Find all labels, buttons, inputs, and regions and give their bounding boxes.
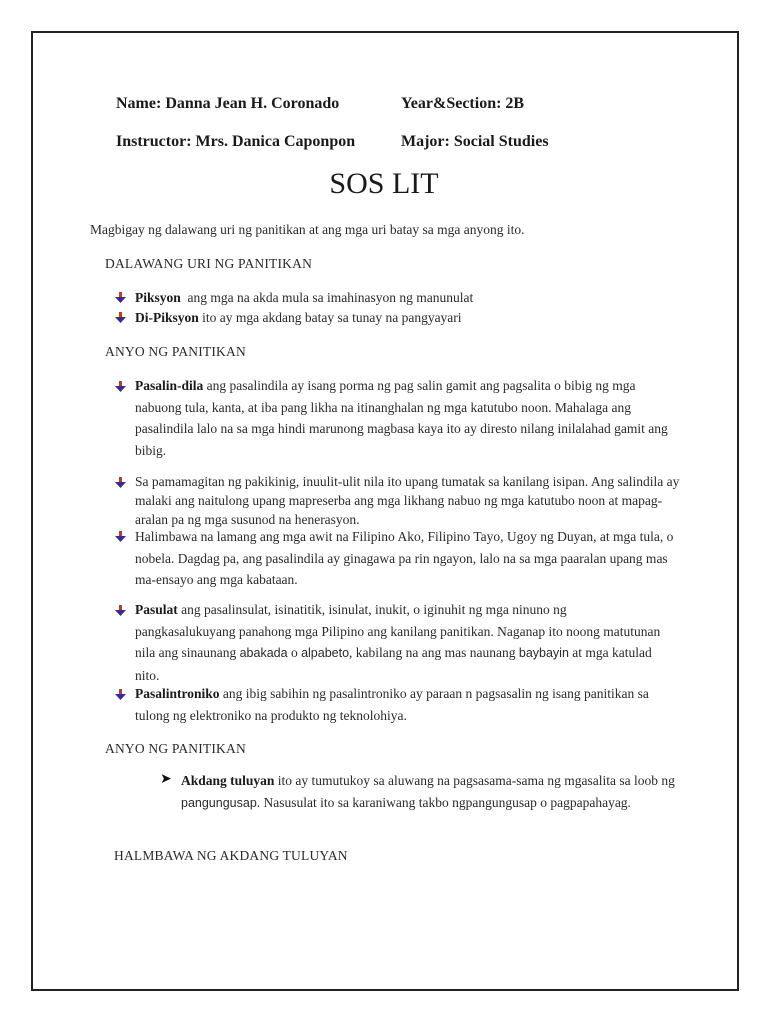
def-di-piksyon: ito ay mga akdang batay sa tunay na pangyayari: [198, 310, 462, 325]
paragraph-pakikinig: Sa pamamagitan ng pakikinig, inuulit-ulit nila ito upang tumatak sa kanilang isipan. Ang salindila ay malaki ang naitulong upang mapreserba ang mga likhang nabuo ng mga katutubo noon at mapag-aralan pa ng mga susunod na henerasyon.: [135, 474, 680, 527]
term-akdang-tuluyan: Akdang tuluyan: [181, 773, 275, 788]
def-pasulat-1: ang pasalinsulat, isinatitik, isinulat, inukit, o iginuhit ng mga ninuno ng pangkasalukuyang panahong mga Pilipino ang kanilang panitikan. Naganap ito noong matutunan nila ang sinaunang: [135, 602, 661, 660]
def-pasalin-dila: ang pasalindila ay isang porma ng pag salin gamit ang pagsalita o bibig ng mga nabuong tula, kanta, at iba pang likha na itinanghalan ng mga katutubo noon. Mahalaga ang pasalindila lalo na sa mga hindi marunong magbasa kaya ito ay diresto nilang inilalahad gamit ang bibig.: [135, 378, 668, 458]
section-heading-dalawang-uri: DALAWANG URI NG PANITIKAN: [105, 256, 313, 271]
term-piksyon: Piksyon: [135, 290, 181, 305]
student-name: Name: Danna Jean H. Coronado: [116, 95, 340, 112]
document-title: SOS LIT: [329, 167, 439, 200]
list-item-pasalin-dila: [135, 375, 675, 461]
word-alpabeto: alpabeto: [301, 646, 350, 660]
arrowhead-bullet-icon: ➤: [160, 772, 172, 787]
arrow-down-bullet-icon: [115, 605, 126, 616]
list-item-akdang-tuluyan: [181, 770, 681, 814]
arrow-down-bullet-icon: [115, 477, 126, 488]
def-pasulat-3: at mga katulad nito.: [135, 645, 652, 683]
list-item-piksyon: [135, 287, 695, 309]
def-pasulat-o: o: [287, 645, 302, 660]
def-akdang-tuluyan-1: ito ay tumutukoy sa aluwang na pagsasama-sama ng mgasalita sa loob ng: [274, 773, 675, 788]
term-di-piksyon: Di-Piksyon: [135, 310, 199, 325]
arrow-down-bullet-icon: [115, 292, 126, 303]
arrow-down-bullet-icon: [115, 689, 126, 700]
list-item-di-piksyon: [135, 307, 695, 329]
paragraph-halimbawa: Halimbawa na lamang ang mga awit na Filipino Ako, Filipino Tayo, Ugoy ng Duyan, at mga tula, o nobela. Dagdag pa, ang pasalindila ay ginagawa pa rin ngayon, lalo na sa mga paaralan upang mas ma-ensayo ang mga kabataan.: [135, 529, 674, 587]
list-item-pasalintroniko: [135, 683, 665, 726]
word-baybayin: baybayin: [518, 646, 569, 660]
term-pasulat: Pasulat: [135, 602, 178, 617]
section-heading-halimbawa: HALMBAWA NG AKDANG TULUYAN: [114, 848, 348, 863]
arrow-down-bullet-icon: [115, 531, 126, 542]
section-heading-anyo-2: ANYO NG PANITIKAN: [105, 741, 246, 756]
year-section: Year&Section: 2B: [401, 95, 525, 112]
major: Major: Social Studies: [401, 133, 549, 150]
term-pasalin-dila: Pasalin-dila: [135, 378, 204, 393]
def-akdang-tuluyan-2: . Nasusulat ito sa karaniwang takbo ngpangungusap o pagpapahayag.: [256, 794, 631, 810]
def-pasulat-2: , kabilang na ang mas naunang: [349, 645, 519, 660]
arrow-down-bullet-icon: [115, 312, 126, 323]
word-abakada: abakada: [239, 646, 288, 660]
list-item-pasulat: [135, 599, 665, 686]
def-pasalintroniko: ang ibig sabihin ng pasalintroniko ay paraan n pagsasalin ng isang panitikan sa tulong ng elektroniko na produkto ng teknolohiya.: [135, 686, 649, 723]
def-piksyon: ang mga na akda mula sa imahinasyon ng manunulat: [180, 290, 474, 305]
prompt-text: Magbigay ng dalawang uri ng panitikan at ang mga uri batay sa mga anyong ito.: [90, 222, 525, 237]
term-pasalintroniko: Pasalintroniko: [135, 686, 220, 701]
section-heading-anyo-1: ANYO NG PANITIKAN: [105, 344, 246, 359]
word-pangungusap: pangungusap: [181, 795, 257, 810]
instructor: Instructor: Mrs. Danica Caponpon: [116, 133, 356, 150]
arrow-down-bullet-icon: [115, 381, 126, 392]
